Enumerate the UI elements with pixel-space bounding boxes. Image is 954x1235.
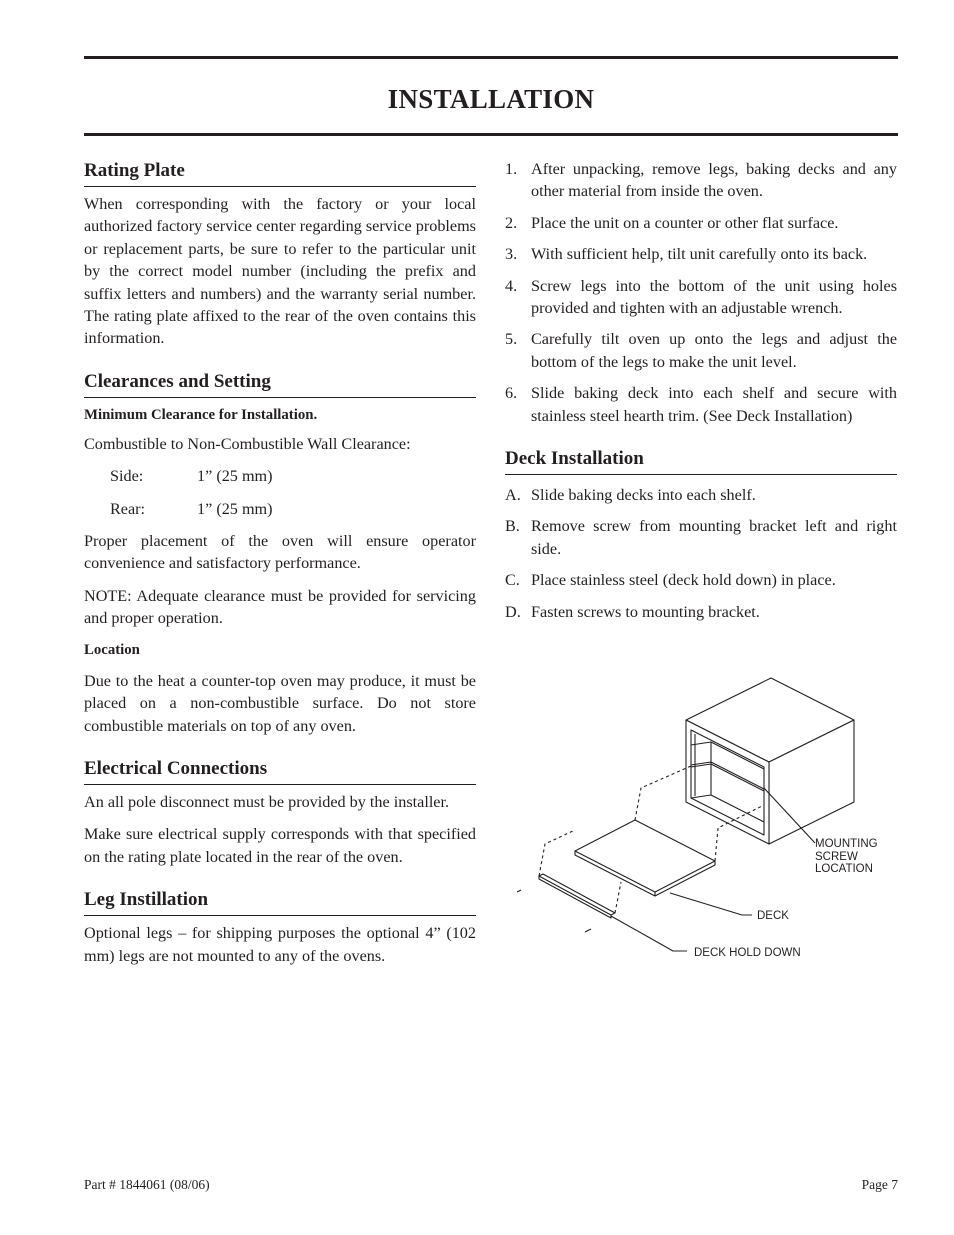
deck-hold-down bbox=[539, 874, 615, 915]
footer-page-number: Page 7 bbox=[861, 1177, 898, 1192]
list-item: A. Slide baking decks into each shelf. bbox=[505, 486, 756, 505]
clearance-intro: Combustible to Non-Combustible Wall Clearance: bbox=[84, 434, 411, 453]
deck-steps-list bbox=[505, 484, 897, 623]
deck-hold-down-leader bbox=[611, 916, 687, 951]
deck-installation-section bbox=[505, 446, 897, 623]
side-label: Side: bbox=[110, 467, 144, 486]
list-item: 1. After unpacking, remove legs, baking decks and any other material from inside the oven. bbox=[505, 160, 897, 201]
right-column bbox=[505, 158, 897, 632]
deck-installation-heading: Deck Installation bbox=[505, 446, 897, 475]
rear-value: 1” (25 mm) bbox=[197, 499, 273, 518]
rating-plate-body: When corresponding with the factory or your local authorized factory service center regarding service problems or replacement parts, be sure to refer to the particular unit by the correct model number (including the prefix and suffix letters and numbers) and the warranty serial number. The rating plate affixed to the rear of the oven contains this information. bbox=[84, 195, 476, 348]
deck-label: DECK bbox=[757, 910, 789, 922]
deck-leader bbox=[670, 893, 752, 915]
list-item: B. Remove screw from mounting bracket left and right side. bbox=[505, 517, 897, 558]
left-column bbox=[84, 158, 476, 967]
clearances-section bbox=[84, 369, 476, 737]
legs-paragraph: Optional legs – for shipping purposes the optional 4” (102 mm) legs are not mounted to any of the ovens. bbox=[84, 924, 476, 965]
rating-plate-section bbox=[84, 158, 476, 350]
list-item: 5. Carefully tilt oven up onto the legs and adjust the bottom of the legs to make the unit level. bbox=[505, 330, 897, 371]
top-rule bbox=[84, 56, 898, 59]
side-clearance-row bbox=[110, 465, 476, 487]
rating-plate-heading: Rating Plate bbox=[84, 158, 476, 187]
mounting-label-2: SCREW bbox=[815, 851, 858, 863]
mounting-label-1: MOUNTING bbox=[815, 838, 878, 850]
page-title: INSTALLATION bbox=[387, 84, 595, 114]
location-paragraph: Due to the heat a counter-top oven may produce, it must be placed on a non-combustible surface. Do not store combustible materials on top of any oven. bbox=[84, 671, 476, 735]
legs-heading: Leg Instillation bbox=[84, 887, 476, 916]
deck-installation-diagram bbox=[505, 668, 897, 968]
deck-panel bbox=[575, 820, 715, 892]
legs-section bbox=[84, 887, 476, 967]
rear-label: Rear: bbox=[110, 499, 146, 518]
min-clearance-subheading: Minimum Clearance for Installation. bbox=[84, 406, 318, 423]
electrical-paragraph-2: Make sure electrical supply corresponds with that specified on the rating plate located in the rear of the oven. bbox=[84, 825, 476, 866]
list-item: D. Fasten screws to mounting bracket. bbox=[505, 602, 760, 621]
list-item: 2. Place the unit on a counter or other flat surface. bbox=[505, 213, 839, 232]
note-paragraph: NOTE: Adequate clearance must be provided for servicing and proper operation. bbox=[84, 586, 476, 628]
list-item: 6. Slide baking deck into each shelf and secure with stainless steel hearth trim. (See Deck Installation) bbox=[505, 384, 897, 425]
deck-hold-down-label: DECK HOLD DOWN bbox=[694, 947, 801, 959]
list-item: 4. Screw legs into the bottom of the unit using holes provided and tighten with an adjustable wrench. bbox=[505, 276, 897, 318]
side-value: 1” (25 mm) bbox=[197, 467, 273, 486]
mounting-label-3: LOCATION bbox=[815, 863, 873, 875]
clearances-heading: Clearances and Setting bbox=[84, 369, 476, 398]
location-subheading: Location bbox=[84, 641, 140, 658]
electrical-paragraph-1: An all pole disconnect must be provided by the installer. bbox=[84, 792, 450, 811]
list-item: C. Place stainless steel (deck hold down) in place. bbox=[505, 571, 836, 590]
list-item: 3. With sufficient help, tilt unit carefully onto its back. bbox=[505, 245, 868, 264]
footer-part-number: Part # 1844061 (08/06) bbox=[84, 1177, 210, 1192]
electrical-section bbox=[84, 756, 476, 868]
rear-clearance-row bbox=[110, 498, 476, 520]
title-rule bbox=[84, 133, 898, 136]
install-steps-list bbox=[505, 158, 897, 427]
electrical-heading: Electrical Connections bbox=[84, 756, 476, 785]
placement-paragraph: Proper placement of the oven will ensure operator convenience and satisfactory performance. bbox=[84, 532, 476, 573]
